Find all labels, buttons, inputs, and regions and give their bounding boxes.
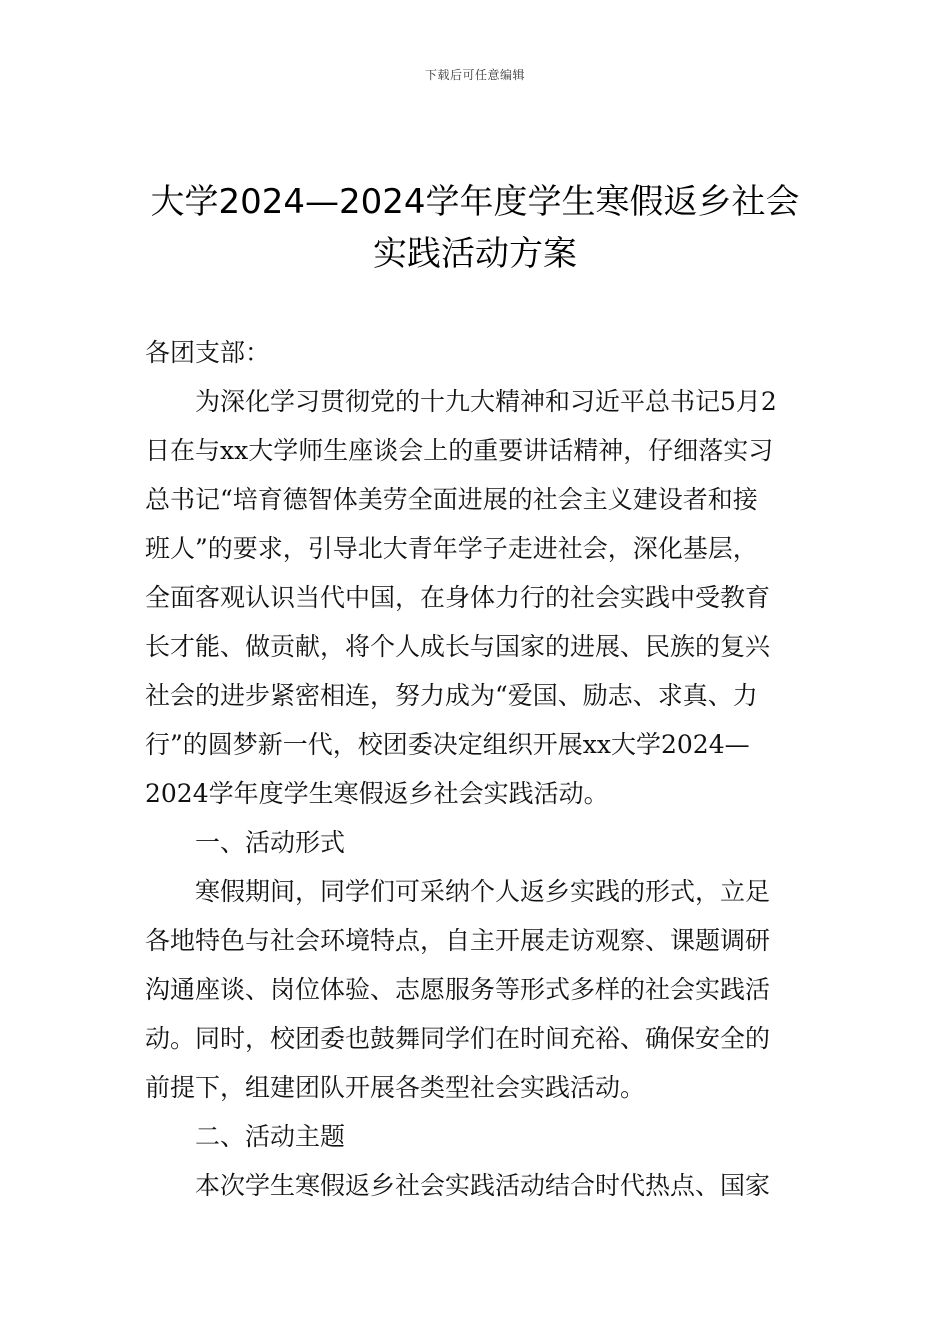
section-2-heading [145,1112,807,1161]
paragraph-line: 寒假期间，同学们可采纳个人返乡实践的形式，立足 [195,877,771,906]
paragraph-line: 行”的圆梦新一代，校团委决定组织开展xx大学2024— [145,730,750,759]
title-line-1: 大学2024—2024学年度学生寒假返乡社会 [150,182,800,222]
paragraph-line: 全面客观认识当代中国，在身体力行的社会实践中受教育 [145,583,771,612]
document-title [120,176,830,280]
paragraph-line: 动。同时，校团委也鼓舞同学们在时间充裕、确保安全的 [145,1024,771,1053]
salutation [145,328,807,377]
salutation-text: 各团支部： [145,338,271,367]
paragraph-3 [145,1161,807,1210]
paragraph-2 [145,867,807,1112]
paragraph-line: 总书记“培育德智体美劳全面进展的社会主义建设者和接 [145,485,758,514]
paragraph-line: 社会的进步紧密相连，努力成为“爱国、励志、求真、力 [145,681,758,710]
title-line-2: 实践活动方案 [373,234,577,274]
document-body [145,328,807,1210]
paragraph-line: 2024学年度学生寒假返乡社会实践活动。 [145,779,609,808]
section-1-heading [145,818,807,867]
paragraph-line: 为深化学习贯彻党的十九大精神和习近平总书记5月2 [195,387,777,416]
paragraph-line: 前提下，组建团队开展各类型社会实践活动。 [145,1073,646,1102]
paragraph-line: 沟通座谈、岗位体验、志愿服务等形式多样的社会实践活 [145,975,771,1004]
paragraph-line: 各地特色与社会环境特点，自主开展走访观察、课题调研 [145,926,771,955]
paragraph-line: 班人”的要求，引导北大青年学子走进社会，深化基层， [145,534,758,563]
paragraph-line: 本次学生寒假返乡社会实践活动结合时代热点、国家 [195,1171,771,1200]
paragraph-line: 日在与xx大学师生座谈会上的重要讲话精神，仔细落实习 [145,436,774,465]
section-heading-text: 一、活动形式 [195,828,346,857]
paragraph-1 [145,377,807,818]
paragraph-line: 长才能、做贡献，将个人成长与国家的进展、民族的复兴 [145,632,771,661]
header-note: 下载后可任意编辑 [424,68,525,82]
section-heading-text: 二、活动主题 [195,1122,346,1151]
